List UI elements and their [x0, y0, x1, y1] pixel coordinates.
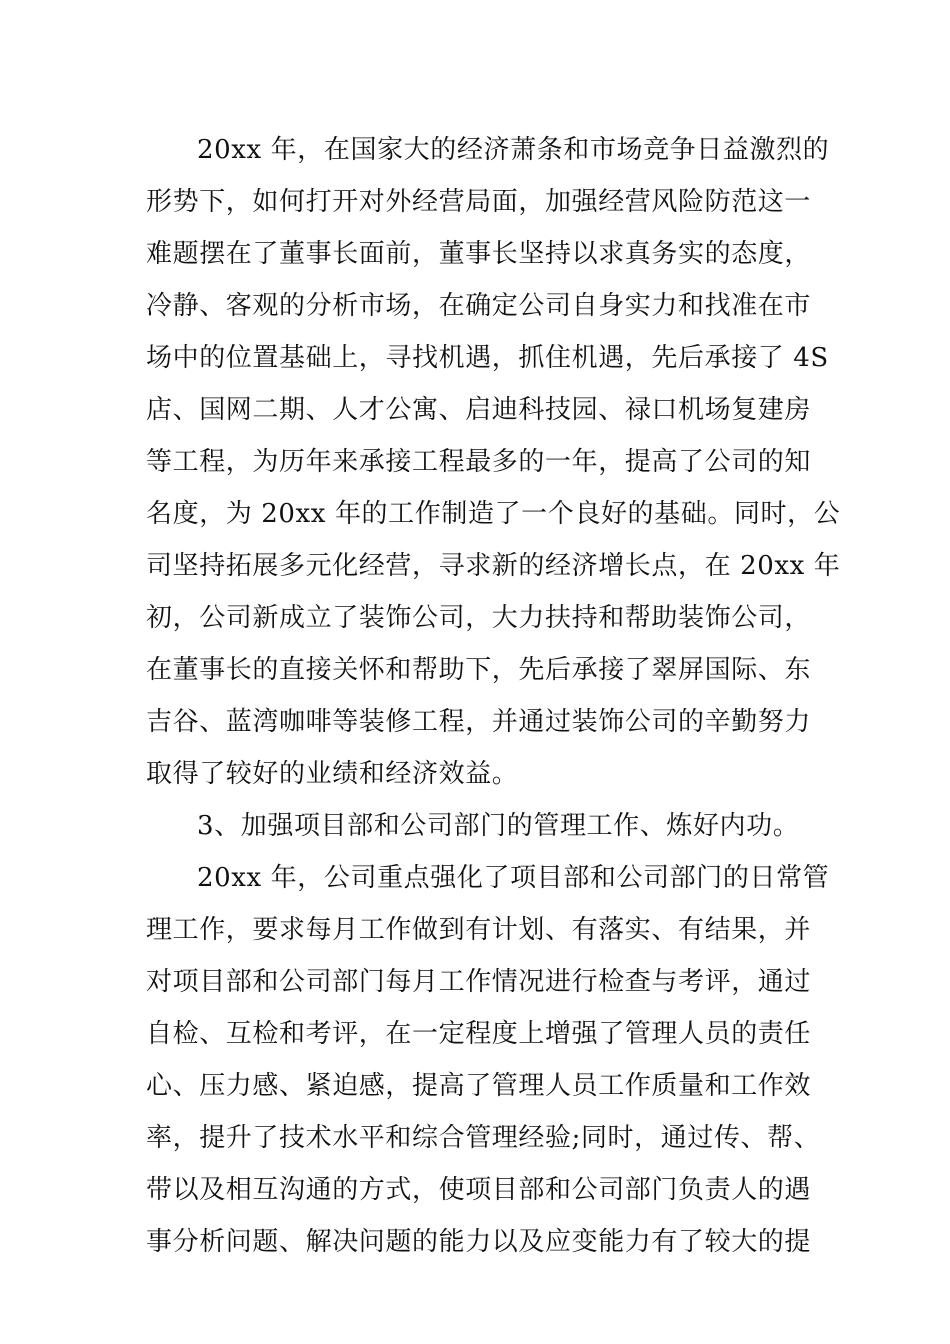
paragraph-1-line-9: 司坚持拓展多元化经营，寻求新的经济增长点，在 20xx 年 — [146, 551, 841, 581]
paragraph-1-line-8: 名度，为 20xx 年的工作制造了一个良好的基础。同时，公 — [146, 499, 841, 529]
paragraph-1-line-11: 在董事长的直接关怀和帮助下，先后承接了翠屏国际、东 — [146, 655, 812, 685]
paragraph-3-line-5: 心、压力感、紧迫感，提高了管理人员工作质量和工作效 — [146, 1071, 812, 1101]
paragraph-3-line-1: 20xx 年，公司重点强化了项目部和公司部门的日常管 — [197, 863, 830, 893]
paragraph-1-line-7: 等工程，为历年来承接工程最多的一年，提高了公司的知 — [146, 447, 812, 477]
section-heading-3: 3、加强项目部和公司部门的管理工作、炼好内功。 — [197, 811, 800, 841]
paragraph-3-line-8: 事分析问题、解决问题的能力以及应变能力有了较大的提 — [146, 1227, 812, 1257]
paragraph-3-line-7: 带以及相互沟通的方式，使项目部和公司部门负责人的遇 — [146, 1175, 812, 1205]
paragraph-1-line-4: 冷静、客观的分析市场，在确定公司自身实力和找准在市 — [146, 291, 812, 321]
paragraph-1-line-1: 20xx 年，在国家大的经济萧条和市场竞争日益激烈的 — [197, 135, 830, 165]
paragraph-1-line-6: 店、国网二期、人才公寓、启迪科技园、禄口机场复建房 — [146, 395, 812, 425]
paragraph-1-line-13: 取得了较好的业绩和经济效益。 — [146, 759, 519, 789]
paragraph-1-line-5: 场中的位置基础上，寻找机遇，抓住机遇，先后承接了 4S — [146, 343, 829, 373]
paragraph-3-line-6: 率，提升了技术水平和综合管理经验;同时，通过传、帮、 — [146, 1123, 821, 1153]
paragraph-1-line-2: 形势下，如何打开对外经营局面，加强经营风险防范这一 — [146, 187, 812, 217]
paragraph-3-line-4: 自检、互检和考评，在一定程度上增强了管理人员的责任 — [146, 1019, 812, 1049]
paragraph-1-line-10: 初，公司新成立了装饰公司，大力扶持和帮助装饰公司， — [146, 603, 812, 633]
paragraph-1-line-3: 难题摆在了董事长面前，董事长坚持以求真务实的态度， — [146, 239, 812, 269]
paragraph-1-line-12: 吉谷、蓝湾咖啡等装修工程，并通过装饰公司的辛勤努力 — [146, 707, 812, 737]
paragraph-3-line-3: 对项目部和公司部门每月工作情况进行检查与考评，通过 — [146, 967, 812, 997]
paragraph-3-line-2: 理工作，要求每月工作做到有计划、有落实、有结果，并 — [146, 915, 812, 945]
